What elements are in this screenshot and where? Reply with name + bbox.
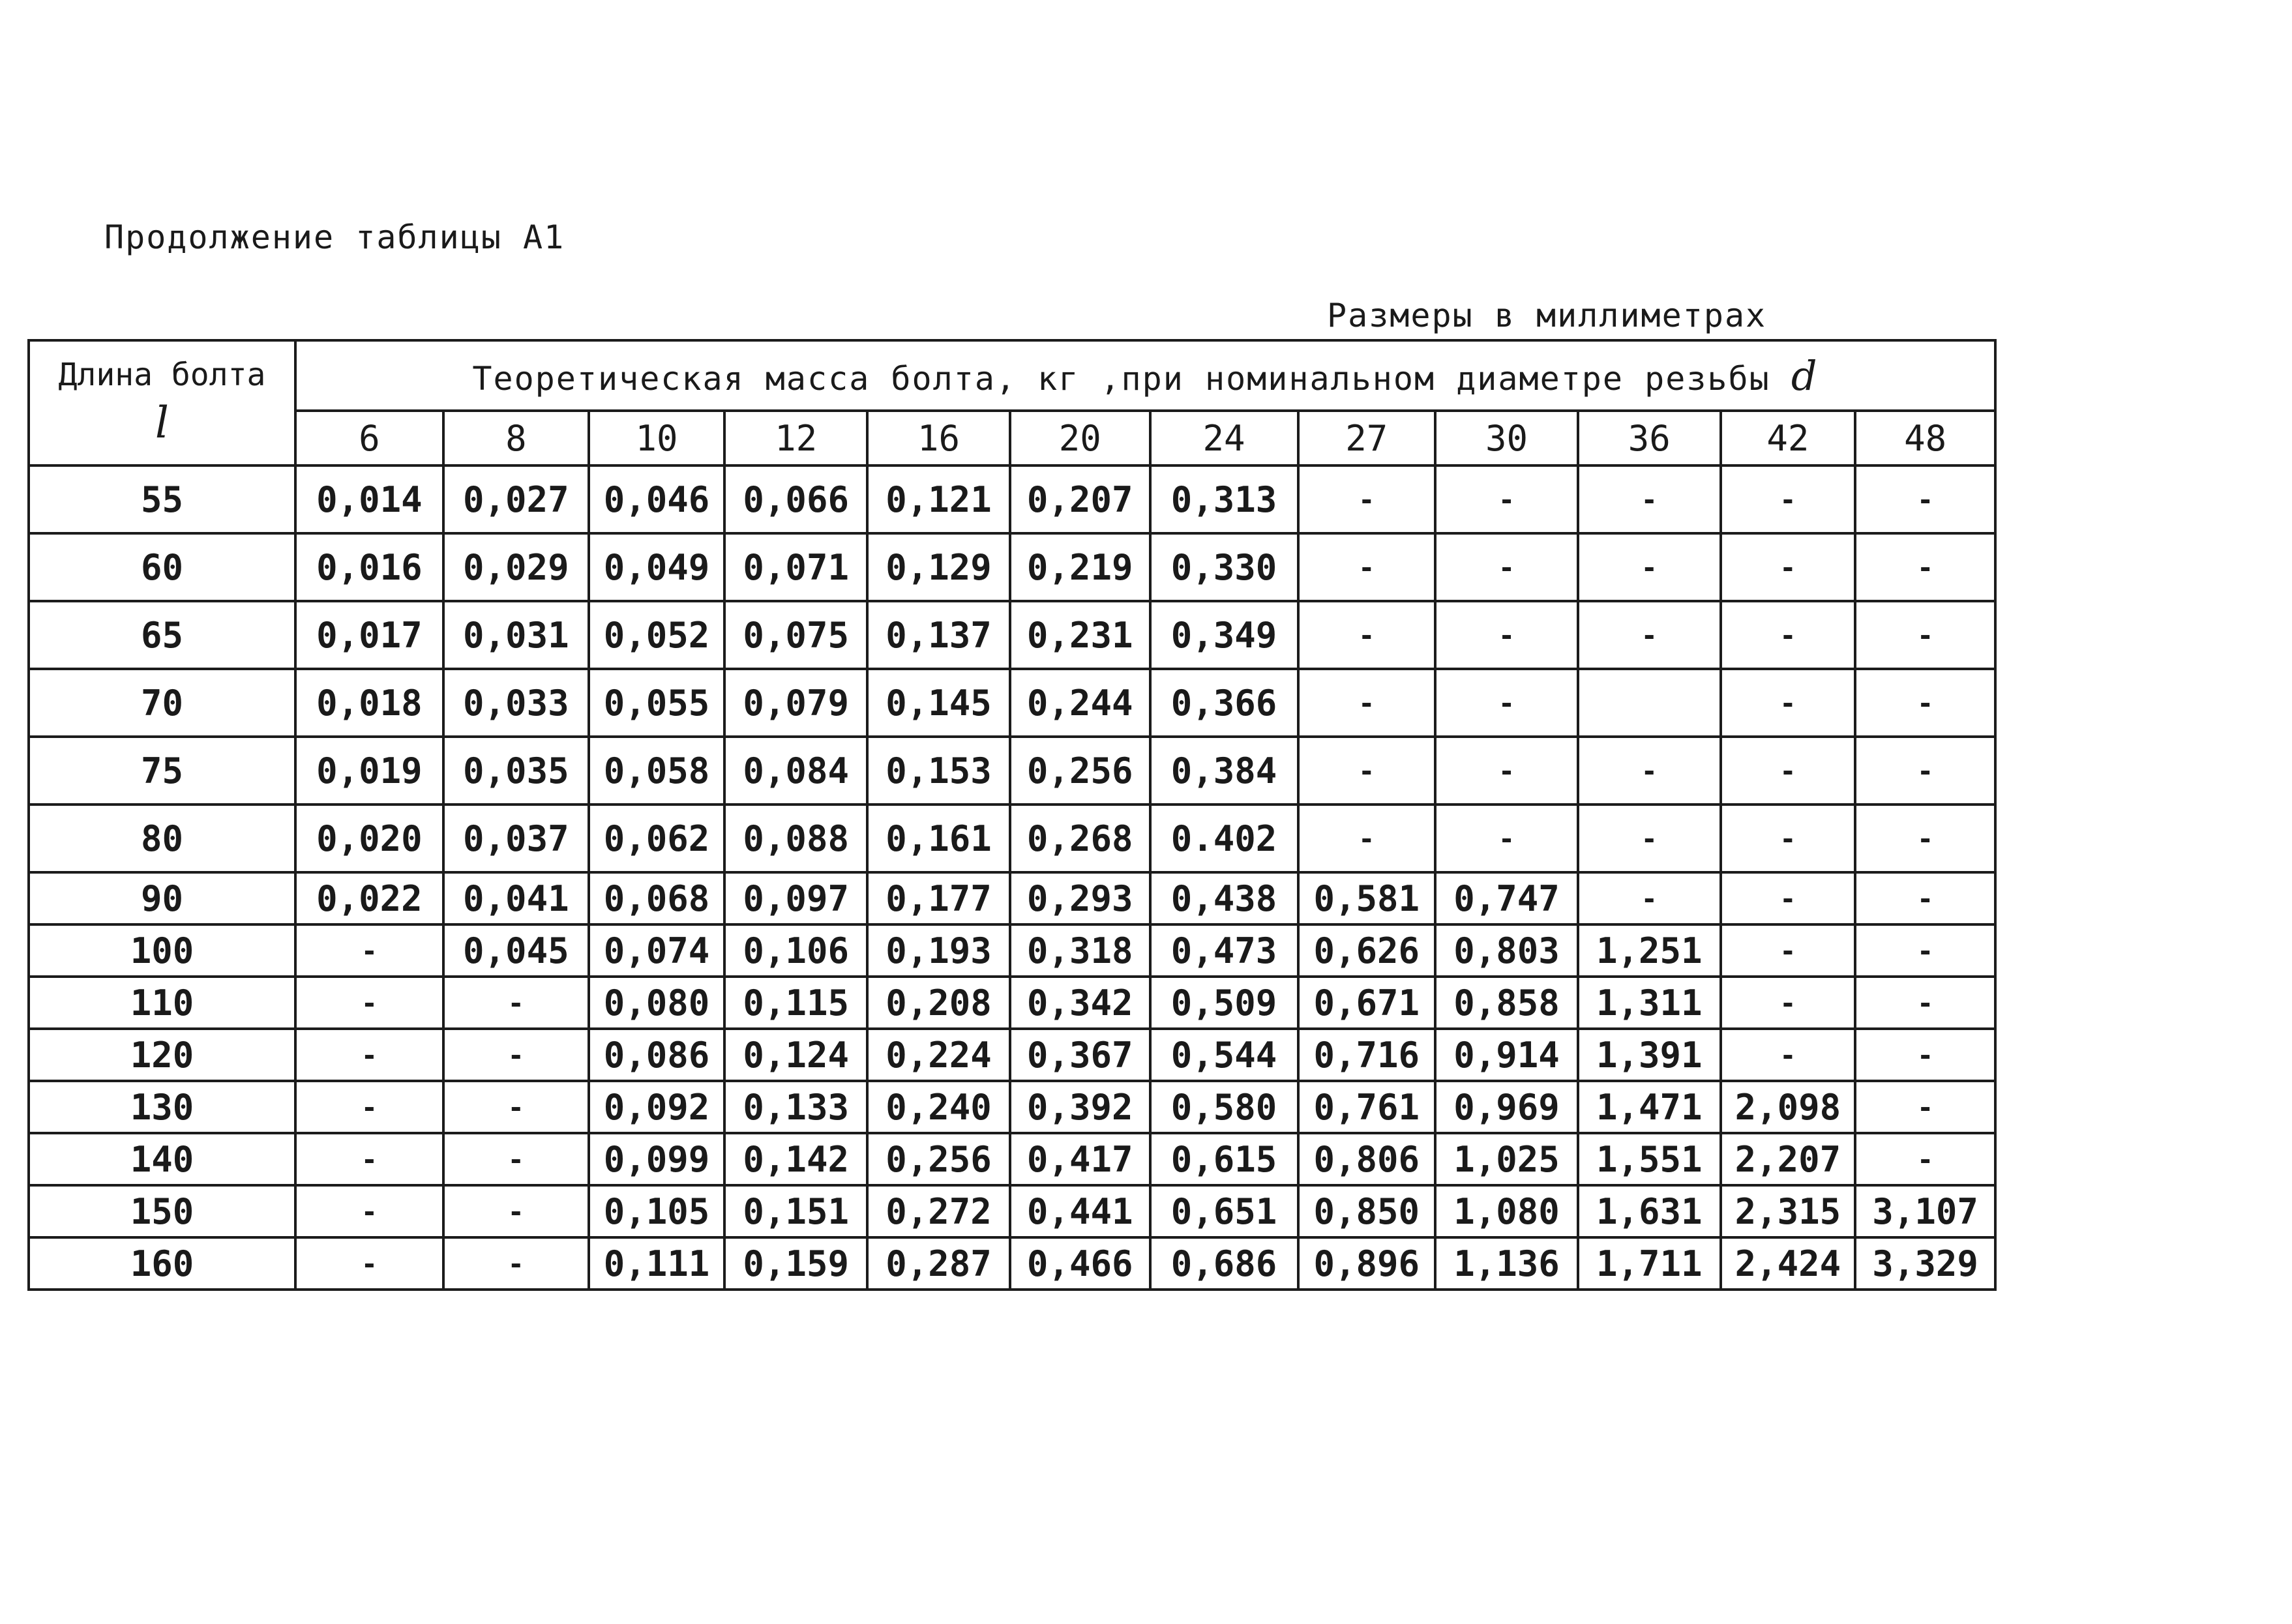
mass-cell <box>1578 669 1721 737</box>
mass-cell: 0,858 <box>1435 977 1578 1029</box>
diameter-header-cell: 20 <box>1010 411 1150 465</box>
mass-cell: - <box>1435 737 1578 805</box>
length-header-label: Длина болта <box>58 356 266 393</box>
mass-cell: 0,244 <box>1010 669 1150 737</box>
mass-cell: 0,293 <box>1010 872 1150 924</box>
mass-cell: 0,075 <box>724 601 867 669</box>
mass-cell: - <box>1855 737 1995 805</box>
mass-cell: 0,111 <box>589 1237 725 1290</box>
mass-cell: 2,424 <box>1721 1237 1856 1290</box>
mass-cell: 3,107 <box>1855 1185 1995 1237</box>
mass-cell: 0,105 <box>589 1185 725 1237</box>
mass-cell: - <box>1721 977 1856 1029</box>
mass-cell: 0,193 <box>867 924 1010 977</box>
mass-cell: 0,349 <box>1150 601 1298 669</box>
length-symbol: l <box>155 398 170 449</box>
mass-cell: 0,473 <box>1150 924 1298 977</box>
length-cell: 150 <box>29 1185 295 1237</box>
mass-cell: 0,151 <box>724 1185 867 1237</box>
mass-cell: 0,124 <box>724 1029 867 1081</box>
mass-cell: 0,046 <box>589 465 725 533</box>
mass-cell: - <box>443 977 589 1029</box>
diameter-header-cell: 30 <box>1435 411 1578 465</box>
table-row <box>29 1185 1995 1237</box>
diameter-header-cell: 12 <box>724 411 867 465</box>
mass-cell: 1,471 <box>1578 1081 1721 1133</box>
mass-cell: 0,045 <box>443 924 589 977</box>
mass-cell: 0,384 <box>1150 737 1298 805</box>
diameter-header-cell: 42 <box>1721 411 1856 465</box>
mass-cell: 0,256 <box>867 1133 1010 1185</box>
mass-cell: 0,121 <box>867 465 1010 533</box>
mass-cell: - <box>295 1237 443 1290</box>
mass-cell: - <box>1721 924 1856 977</box>
mass-cell: - <box>1435 601 1578 669</box>
mass-cell: 3,329 <box>1855 1237 1995 1290</box>
mass-cell: 0,231 <box>1010 601 1150 669</box>
mass-header <box>295 340 1995 411</box>
mass-cell: 0,037 <box>443 805 589 872</box>
mass-cell: 0,027 <box>443 465 589 533</box>
mass-cell: 1,311 <box>1578 977 1721 1029</box>
diameter-header-cell: 8 <box>443 411 589 465</box>
length-cell: 130 <box>29 1081 295 1133</box>
mass-cell: 0,014 <box>295 465 443 533</box>
mass-cell: 0,074 <box>589 924 725 977</box>
mass-cell: - <box>1298 669 1436 737</box>
diameter-header-row <box>29 411 1995 465</box>
mass-cell: - <box>1298 465 1436 533</box>
mass-cell: - <box>1578 601 1721 669</box>
length-cell: 70 <box>29 669 295 737</box>
mass-cell: - <box>1578 805 1721 872</box>
mass-header-label: Теоретическая масса болта, кг ,при номинальном диаметре резьбы <box>472 359 1770 398</box>
mass-cell: 0,671 <box>1298 977 1436 1029</box>
mass-cell: 0,806 <box>1298 1133 1436 1185</box>
mass-cell: 0,084 <box>724 737 867 805</box>
diameter-header-cell: 16 <box>867 411 1010 465</box>
mass-cell: - <box>1435 465 1578 533</box>
mass-cell: 0,092 <box>589 1081 725 1133</box>
mass-cell: 0,153 <box>867 737 1010 805</box>
diameter-header-cell: 48 <box>1855 411 1995 465</box>
mass-cell: 0,581 <box>1298 872 1436 924</box>
mass-cell: 0,438 <box>1150 872 1298 924</box>
mass-cell: 0,097 <box>724 872 867 924</box>
mass-cell: 0,106 <box>724 924 867 977</box>
units-note: Размеры в миллиметрах <box>1327 297 1767 334</box>
mass-cell: 0,366 <box>1150 669 1298 737</box>
mass-cell: - <box>1721 601 1856 669</box>
table-row <box>29 465 1995 533</box>
mass-cell: 0,219 <box>1010 533 1150 601</box>
table-body <box>29 465 1995 1290</box>
mass-cell: 0,850 <box>1298 1185 1436 1237</box>
mass-cell: 0,287 <box>867 1237 1010 1290</box>
mass-cell: 0,509 <box>1150 977 1298 1029</box>
mass-cell: 0,969 <box>1435 1081 1578 1133</box>
mass-cell: 1,136 <box>1435 1237 1578 1290</box>
mass-cell: 0,062 <box>589 805 725 872</box>
length-cell: 90 <box>29 872 295 924</box>
mass-cell: - <box>1855 977 1995 1029</box>
mass-cell: - <box>1855 1081 1995 1133</box>
diameter-header-cell: 10 <box>589 411 725 465</box>
mass-cell: - <box>443 1081 589 1133</box>
mass-cell: - <box>1578 465 1721 533</box>
length-cell: 75 <box>29 737 295 805</box>
mass-cell: 0,224 <box>867 1029 1010 1081</box>
mass-cell: 1,551 <box>1578 1133 1721 1185</box>
mass-cell: 0,240 <box>867 1081 1010 1133</box>
diameter-header-cell: 24 <box>1150 411 1298 465</box>
mass-cell: 0,747 <box>1435 872 1578 924</box>
mass-cell: - <box>1855 924 1995 977</box>
table-row <box>29 601 1995 669</box>
mass-cell: 0,272 <box>867 1185 1010 1237</box>
bolt-mass-table <box>27 339 1997 1291</box>
table-row <box>29 737 1995 805</box>
mass-cell: 0,256 <box>1010 737 1150 805</box>
table-row <box>29 669 1995 737</box>
table-row <box>29 1081 1995 1133</box>
mass-cell: 0,133 <box>724 1081 867 1133</box>
mass-cell: 1,080 <box>1435 1185 1578 1237</box>
mass-cell: 0,049 <box>589 533 725 601</box>
mass-cell: - <box>1721 872 1856 924</box>
mass-cell: 0,417 <box>1010 1133 1150 1185</box>
mass-cell: 0,086 <box>589 1029 725 1081</box>
length-cell: 55 <box>29 465 295 533</box>
table-row <box>29 1133 1995 1185</box>
length-cell: 100 <box>29 924 295 977</box>
bolt-mass-table-container <box>27 339 1997 1291</box>
mass-cell: - <box>1721 805 1856 872</box>
mass-cell: 2,207 <box>1721 1133 1856 1185</box>
mass-cell: - <box>1855 1133 1995 1185</box>
mass-cell: 1,025 <box>1435 1133 1578 1185</box>
mass-cell: 0,207 <box>1010 465 1150 533</box>
mass-cell: 1,251 <box>1578 924 1721 977</box>
mass-cell: 0,020 <box>295 805 443 872</box>
length-cell: 120 <box>29 1029 295 1081</box>
mass-cell: 0,914 <box>1435 1029 1578 1081</box>
mass-cell: 0,544 <box>1150 1029 1298 1081</box>
mass-cell: 0,145 <box>867 669 1010 737</box>
table-row <box>29 533 1995 601</box>
table-row <box>29 1237 1995 1290</box>
length-cell: 110 <box>29 977 295 1029</box>
mass-cell: 0,466 <box>1010 1237 1150 1290</box>
mass-cell: 0,066 <box>724 465 867 533</box>
mass-cell: - <box>1855 601 1995 669</box>
mass-cell: 0,052 <box>589 601 725 669</box>
mass-cell: 1,391 <box>1578 1029 1721 1081</box>
mass-cell: - <box>443 1237 589 1290</box>
mass-cell: - <box>1298 533 1436 601</box>
mass-cell: - <box>295 924 443 977</box>
mass-cell: 0,142 <box>724 1133 867 1185</box>
mass-cell: - <box>295 1185 443 1237</box>
mass-cell: 2,315 <box>1721 1185 1856 1237</box>
mass-cell: 0,068 <box>589 872 725 924</box>
mass-cell: - <box>1298 601 1436 669</box>
mass-cell: - <box>295 977 443 1029</box>
mass-cell: 0,088 <box>724 805 867 872</box>
mass-cell: - <box>1855 872 1995 924</box>
diameter-header-cell: 6 <box>295 411 443 465</box>
mass-cell: 0,041 <box>443 872 589 924</box>
mass-cell: 0,137 <box>867 601 1010 669</box>
mass-cell: - <box>1721 737 1856 805</box>
mass-cell: - <box>295 1133 443 1185</box>
length-cell: 80 <box>29 805 295 872</box>
mass-cell: 0,161 <box>867 805 1010 872</box>
mass-cell: 0,392 <box>1010 1081 1150 1133</box>
mass-cell: 0,761 <box>1298 1081 1436 1133</box>
mass-cell: 0,058 <box>589 737 725 805</box>
mass-cell: 0,208 <box>867 977 1010 1029</box>
mass-cell: - <box>1721 669 1856 737</box>
table-row <box>29 805 1995 872</box>
mass-cell: 0,017 <box>295 601 443 669</box>
length-cell: 160 <box>29 1237 295 1290</box>
mass-cell: - <box>1855 805 1995 872</box>
mass-cell: 0.402 <box>1150 805 1298 872</box>
length-cell: 65 <box>29 601 295 669</box>
mass-cell: 0,031 <box>443 601 589 669</box>
mass-cell: 0,071 <box>724 533 867 601</box>
mass-cell: 0,580 <box>1150 1081 1298 1133</box>
mass-cell: 0,018 <box>295 669 443 737</box>
mass-cell: 0,033 <box>443 669 589 737</box>
mass-cell: 0,079 <box>724 669 867 737</box>
mass-cell: 0,099 <box>589 1133 725 1185</box>
mass-cell: 0,342 <box>1010 977 1150 1029</box>
mass-cell: 0,716 <box>1298 1029 1436 1081</box>
diameter-symbol: d <box>1791 351 1819 400</box>
mass-cell: - <box>443 1133 589 1185</box>
mass-cell: - <box>443 1029 589 1081</box>
table-row <box>29 1029 1995 1081</box>
mass-cell: - <box>1435 533 1578 601</box>
mass-cell: - <box>1578 533 1721 601</box>
length-header <box>29 340 295 465</box>
diameter-header-cell: 36 <box>1578 411 1721 465</box>
mass-cell: 0,016 <box>295 533 443 601</box>
mass-cell: 0,080 <box>589 977 725 1029</box>
table-caption: Продолжение таблицы А1 <box>104 218 565 256</box>
mass-cell: 0,019 <box>295 737 443 805</box>
mass-cell: - <box>1435 669 1578 737</box>
mass-cell: - <box>1855 533 1995 601</box>
mass-cell: - <box>295 1081 443 1133</box>
mass-cell: 0,318 <box>1010 924 1150 977</box>
mass-cell: 0,367 <box>1010 1029 1150 1081</box>
mass-cell: - <box>295 1029 443 1081</box>
mass-cell: 0,115 <box>724 977 867 1029</box>
mass-cell: 0,268 <box>1010 805 1150 872</box>
mass-cell: - <box>1435 805 1578 872</box>
mass-cell: 0,159 <box>724 1237 867 1290</box>
table-row <box>29 924 1995 977</box>
mass-cell: - <box>443 1185 589 1237</box>
mass-cell: - <box>1721 533 1856 601</box>
mass-cell: - <box>1855 669 1995 737</box>
mass-cell: 0,129 <box>867 533 1010 601</box>
mass-cell: - <box>1578 872 1721 924</box>
mass-cell: 0,615 <box>1150 1133 1298 1185</box>
mass-cell: 0,803 <box>1435 924 1578 977</box>
mass-cell: 2,098 <box>1721 1081 1856 1133</box>
mass-cell: 1,711 <box>1578 1237 1721 1290</box>
mass-cell: 0,055 <box>589 669 725 737</box>
length-cell: 140 <box>29 1133 295 1185</box>
mass-cell: - <box>1298 805 1436 872</box>
mass-cell: 1,631 <box>1578 1185 1721 1237</box>
mass-cell: 0,177 <box>867 872 1010 924</box>
mass-cell: 0,626 <box>1298 924 1436 977</box>
mass-cell: - <box>1721 1029 1856 1081</box>
mass-cell: - <box>1855 465 1995 533</box>
mass-cell: 0,313 <box>1150 465 1298 533</box>
table-row <box>29 872 1995 924</box>
mass-cell: 0,035 <box>443 737 589 805</box>
diameter-header-cell: 27 <box>1298 411 1436 465</box>
mass-cell: - <box>1578 737 1721 805</box>
mass-cell: - <box>1855 1029 1995 1081</box>
mass-cell: 0,022 <box>295 872 443 924</box>
mass-cell: 0,330 <box>1150 533 1298 601</box>
table-row <box>29 977 1995 1029</box>
mass-cell: 0,441 <box>1010 1185 1150 1237</box>
mass-cell: 0,686 <box>1150 1237 1298 1290</box>
mass-cell: 0,651 <box>1150 1185 1298 1237</box>
mass-cell: 0,029 <box>443 533 589 601</box>
mass-cell: - <box>1298 737 1436 805</box>
mass-cell: - <box>1721 465 1856 533</box>
length-cell: 60 <box>29 533 295 601</box>
mass-cell: 0,896 <box>1298 1237 1436 1290</box>
